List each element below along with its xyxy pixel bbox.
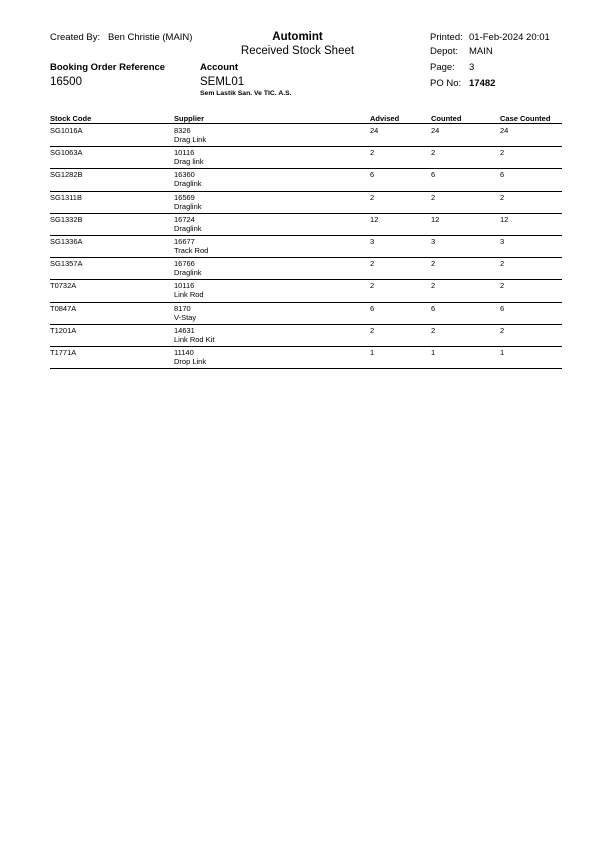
table-row (50, 235, 562, 258)
case-counted-qty: 24 (500, 126, 509, 135)
supplier-code: 16766 (174, 259, 195, 269)
counted-qty: 2 (431, 281, 436, 291)
case-counted-qty: 2 (500, 325, 505, 335)
stock-code: T1201A (50, 325, 77, 335)
item-description: Draglink (174, 201, 202, 211)
supplier-code: 16724 (174, 214, 195, 224)
stock-code: T0847A (50, 303, 77, 313)
stock-code: SG1336A (50, 237, 83, 246)
col-case-counted: Case Counted (500, 114, 551, 123)
stock-code: SG1282B (50, 170, 83, 180)
counted-qty: 2 (431, 192, 436, 202)
case-counted-qty: 12 (500, 214, 509, 224)
counted-qty: 2 (431, 148, 436, 158)
col-counted: Counted (431, 114, 462, 123)
item-description: Draglink (174, 223, 202, 233)
supplier-code: 11140 (174, 348, 194, 357)
stock-code: SG1063A (50, 148, 83, 158)
counted-qty: 2 (431, 259, 436, 269)
advised-qty: 1 (370, 348, 375, 357)
table-row (50, 302, 562, 325)
case-counted-qty: 3 (500, 237, 505, 246)
item-description: Draglink (174, 268, 202, 278)
printed-label: Printed: (430, 32, 463, 43)
advised-qty: 2 (370, 259, 375, 269)
table-row (50, 257, 562, 280)
item-description: Drag Link (174, 135, 207, 144)
table-row (50, 124, 562, 147)
case-counted-qty: 2 (500, 259, 505, 269)
col-stock-code: Stock Code (50, 114, 92, 123)
account-name: Sem Lastik San. Ve TIC. A.S. (200, 90, 292, 97)
col-supplier: Supplier (174, 114, 205, 123)
depot-label: Depot: (430, 46, 458, 57)
item-description: Link Rod (174, 290, 204, 300)
supplier-code: 8326 (174, 126, 191, 135)
case-counted-qty: 2 (500, 281, 505, 291)
company-name: Automint (272, 31, 323, 43)
account-label: Account (200, 62, 238, 73)
booking-label: Booking Order Reference (50, 62, 166, 73)
item-description: Drag link (174, 157, 204, 167)
case-counted-qty: 2 (500, 148, 505, 158)
item-description: Drop Link (174, 357, 207, 366)
advised-qty: 6 (370, 170, 375, 180)
advised-qty: 2 (370, 281, 375, 291)
stock-code: SG1332B (50, 214, 83, 224)
table-row (50, 213, 562, 236)
supplier-code: 16677 (174, 237, 195, 246)
table-row (50, 168, 562, 191)
account-code: SEML01 (200, 76, 245, 88)
supplier-code: 10116 (174, 148, 195, 158)
booking-reference: 16500 (50, 76, 82, 88)
supplier-code: 10116 (174, 281, 195, 291)
col-advised: Advised (370, 114, 400, 123)
created-by-value: Ben Christie (MAIN) (108, 32, 193, 43)
counted-qty: 2 (431, 325, 436, 335)
counted-qty: 24 (431, 126, 440, 135)
counted-qty: 6 (431, 303, 436, 313)
case-counted-qty: 6 (500, 303, 505, 313)
case-counted-qty: 6 (500, 170, 505, 180)
case-counted-qty: 1 (500, 348, 505, 357)
table-row (50, 191, 562, 214)
po-number: 17482 (469, 78, 496, 89)
advised-qty: 6 (370, 303, 375, 313)
stock-code: SG1016A (50, 126, 83, 135)
stock-code: T1771A (50, 348, 77, 357)
table-row (50, 324, 562, 347)
printed-value: 01-Feb-2024 20:01 (469, 32, 550, 43)
created-by-label: Created By: (50, 32, 101, 43)
page-value: 3 (469, 62, 475, 73)
page-label: Page: (430, 62, 455, 73)
supplier-code: 8170 (174, 303, 191, 313)
table-row (50, 279, 562, 302)
table-row (50, 346, 562, 369)
stock-code: SG1311B (50, 192, 82, 202)
counted-qty: 1 (431, 348, 436, 357)
counted-qty: 12 (431, 214, 440, 224)
advised-qty: 2 (370, 325, 375, 335)
supplier-code: 14631 (174, 325, 195, 335)
advised-qty: 2 (370, 192, 375, 202)
stock-code: T0732A (50, 281, 77, 291)
advised-qty: 3 (370, 237, 375, 246)
advised-qty: 24 (370, 126, 379, 135)
stock-code: SG1357A (50, 259, 83, 269)
counted-qty: 6 (431, 170, 436, 180)
supplier-code: 16569 (174, 192, 195, 202)
po-label: PO No: (430, 78, 462, 89)
item-description: V-Stay (174, 312, 197, 322)
sheet-title: Received Stock Sheet (240, 45, 355, 57)
case-counted-qty: 2 (500, 192, 505, 202)
counted-qty: 3 (431, 237, 436, 246)
table-row (50, 146, 562, 169)
advised-qty: 12 (370, 214, 379, 224)
item-description: Link Rod Kit (174, 334, 215, 344)
item-description: Draglink (174, 179, 202, 189)
depot-value: MAIN (469, 46, 493, 57)
advised-qty: 2 (370, 148, 375, 158)
supplier-code: 16360 (174, 170, 195, 180)
item-description: Track Rod (174, 246, 209, 255)
